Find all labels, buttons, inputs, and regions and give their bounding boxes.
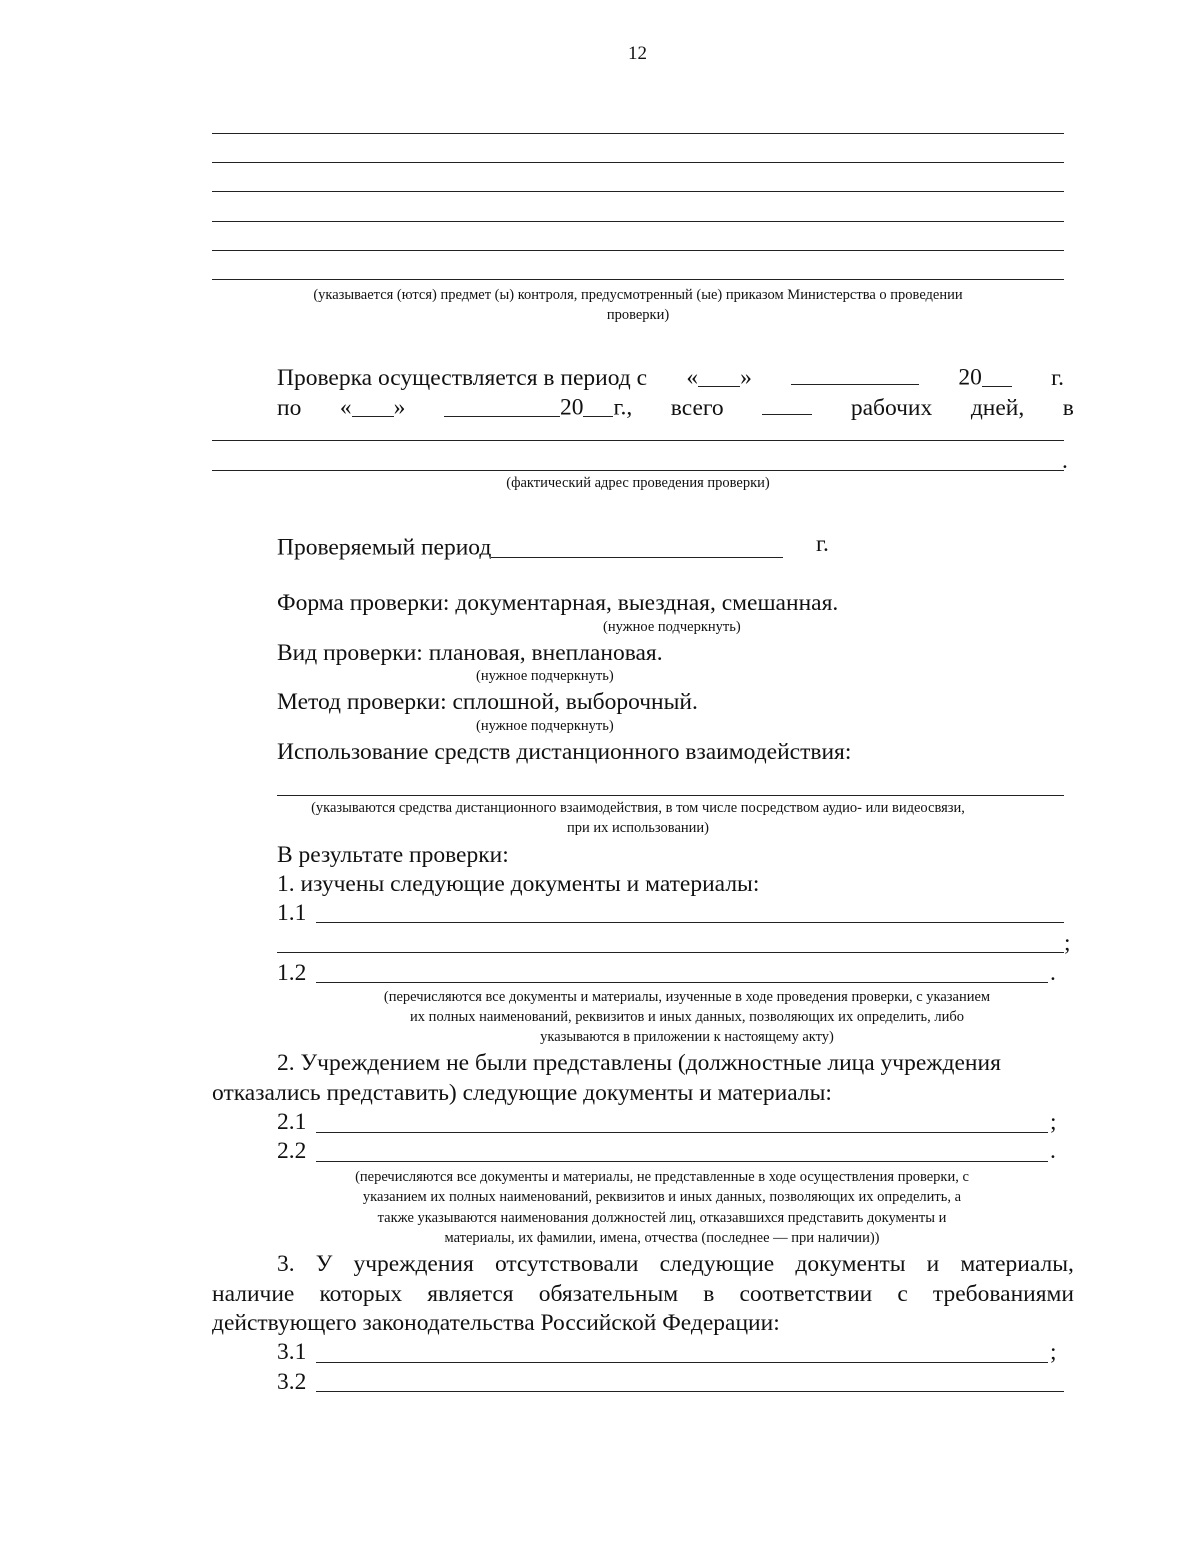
from-year-suffix: г.	[1051, 364, 1064, 391]
word: документы	[795, 1251, 906, 1277]
to-label: по	[277, 394, 302, 421]
word: в	[703, 1281, 715, 1307]
caption1-line-3: указываются в приложении к настоящему акту)	[540, 1029, 834, 1045]
item-3-2-label: 3.2	[277, 1369, 307, 1395]
from-year	[958, 363, 1012, 390]
remote-text: Использование средств дистанционного взаимодействия:	[277, 739, 852, 765]
subject-caption-line-2: проверки)	[606, 307, 670, 323]
address-line-2[interactable]	[212, 470, 1064, 471]
subject-line-5[interactable]	[212, 250, 1064, 251]
page-number: 12	[628, 43, 647, 64]
caption1-line-2: их полных наименований, реквизитов и иных данных, позволяющих их определить, либо	[410, 1009, 964, 1025]
address-line-1[interactable]	[212, 440, 1064, 441]
word: У	[315, 1251, 333, 1277]
item-1-2-label: 1.2	[277, 960, 307, 986]
subject-line-6[interactable]	[212, 279, 1064, 280]
year-prefix: 20	[958, 364, 982, 391]
word: обязательным	[538, 1281, 679, 1307]
word: отсутствовали	[494, 1251, 639, 1277]
total-label: всего	[670, 394, 724, 421]
quote-open: «	[686, 364, 699, 391]
quote-close: »	[740, 364, 752, 391]
word: 3.	[277, 1251, 295, 1277]
item-2-2-dot: .	[1050, 1138, 1056, 1164]
year-prefix: 20	[559, 394, 584, 421]
word: которых	[319, 1281, 403, 1307]
days-word: дней,	[970, 394, 1025, 421]
word: следующие	[659, 1251, 775, 1277]
results-item-2-line-1: 2. Учреждением не были представлены (должностные лица учреждения	[277, 1050, 1001, 1076]
period-from-day	[686, 363, 752, 390]
item-1-1-label: 1.1	[277, 900, 307, 926]
period-prefix: Проверка осуществляется в период с	[277, 364, 648, 391]
subject-line-3[interactable]	[212, 191, 1064, 192]
item-2-1-line[interactable]	[316, 1132, 1048, 1133]
from-day-blank[interactable]	[698, 363, 740, 388]
form-hint: (нужное подчеркнуть)	[603, 619, 741, 635]
days-count-blank[interactable]	[762, 390, 812, 415]
quote-close: »	[393, 394, 406, 421]
word: и	[926, 1251, 940, 1277]
address-caption: (фактический адрес проведения проверки)	[506, 475, 770, 491]
form-text: Форма проверки: документарная, выездная, смешанная.	[277, 590, 839, 616]
quote-open: «	[339, 394, 352, 421]
subject-line-2[interactable]	[212, 162, 1064, 163]
results-item-3-line-2	[212, 1283, 1074, 1307]
in-word: в	[1062, 394, 1074, 421]
period-line-1	[277, 360, 1064, 390]
results-item-3-line-3: действующего законодательства Российской Федерации:	[212, 1310, 780, 1336]
results-item-2-line-2: отказались представить) следующие документы и материалы:	[212, 1080, 832, 1106]
from-year-blank[interactable]	[982, 363, 1012, 388]
address-end-dot: .	[1062, 448, 1068, 474]
subject-caption-line-1: (указывается (ются) предмет (ы) контроля, предусмотренный (ые) приказом Министерства о проведении	[313, 287, 963, 303]
caption2-line-4: материалы, их фамилии, имена, отчества (последнее — при наличии))	[444, 1230, 880, 1246]
remote-caption-1: (указываются средства дистанционного взаимодействия, в том числе посредством аудио- или видеосвязи,	[311, 800, 965, 816]
subject-line-4[interactable]	[212, 221, 1064, 222]
period-to-day	[340, 393, 406, 420]
method-text: Метод проверки: сплошной, выборочный.	[277, 689, 698, 715]
to-month-blank[interactable]	[444, 393, 560, 418]
checked-period	[277, 533, 783, 560]
item-1-1-line[interactable]	[316, 922, 1064, 923]
results-heading: В результате проверки:	[277, 842, 509, 868]
item-1-1-line-2[interactable]	[277, 952, 1064, 953]
remote-caption-2: при их использовании)	[567, 820, 709, 836]
word: соответствии	[739, 1281, 873, 1307]
item-1-1-semicolon: ;	[1064, 930, 1071, 956]
word: учреждения	[353, 1251, 474, 1277]
subject-line-1[interactable]	[212, 133, 1064, 134]
caption1-line-1: (перечисляются все документы и материалы, изученные в ходе проведения проверки, с указанием	[383, 989, 991, 1005]
remote-line[interactable]	[277, 795, 1064, 796]
results-item-1: 1. изучены следующие документы и материалы:	[277, 871, 760, 897]
caption2-line-1: (перечисляются все документы и материалы, не представленные в ходе осуществления проверки, с	[355, 1169, 969, 1185]
results-item-3-line-1	[277, 1253, 1074, 1277]
item-2-1-label: 2.1	[277, 1109, 307, 1135]
item-1-2-dot: .	[1050, 960, 1056, 986]
word: наличие	[212, 1281, 295, 1307]
word: требованиями	[932, 1281, 1074, 1307]
kind-hint: (нужное подчеркнуть)	[476, 668, 614, 684]
item-2-2-line[interactable]	[316, 1161, 1048, 1162]
item-2-1-semicolon: ;	[1050, 1109, 1057, 1135]
item-3-1-line[interactable]	[316, 1362, 1048, 1363]
word: с	[897, 1281, 908, 1307]
caption2-line-3: также указываются наименования должностей лиц, отказавшихся представить документы и	[377, 1210, 947, 1226]
to-year-suffix: г.,	[613, 394, 633, 421]
kind-text: Вид проверки: плановая, внеплановая.	[277, 640, 663, 666]
item-3-2-line[interactable]	[316, 1391, 1064, 1392]
item-2-2-label: 2.2	[277, 1138, 307, 1164]
checked-period-suffix: г.	[816, 531, 829, 557]
to-day-blank[interactable]	[352, 393, 394, 418]
to-date	[444, 393, 632, 420]
word: является	[427, 1281, 514, 1307]
word: материалы,	[960, 1251, 1074, 1277]
caption2-line-2: указанием их полных наименований, реквизитов и иных данных, позволяющих их определить, а	[362, 1189, 962, 1205]
item-3-1-label: 3.1	[277, 1339, 307, 1365]
item-3-1-semicolon: ;	[1050, 1339, 1057, 1365]
days-label: рабочих	[850, 394, 933, 421]
method-hint: (нужное подчеркнуть)	[476, 718, 614, 734]
period-line-2	[277, 390, 1074, 420]
to-year-blank[interactable]	[583, 393, 613, 418]
checked-period-label: Проверяемый период	[277, 534, 492, 561]
checked-period-blank[interactable]	[491, 533, 783, 558]
item-1-2-line[interactable]	[316, 982, 1048, 983]
from-month-blank[interactable]	[791, 360, 919, 385]
